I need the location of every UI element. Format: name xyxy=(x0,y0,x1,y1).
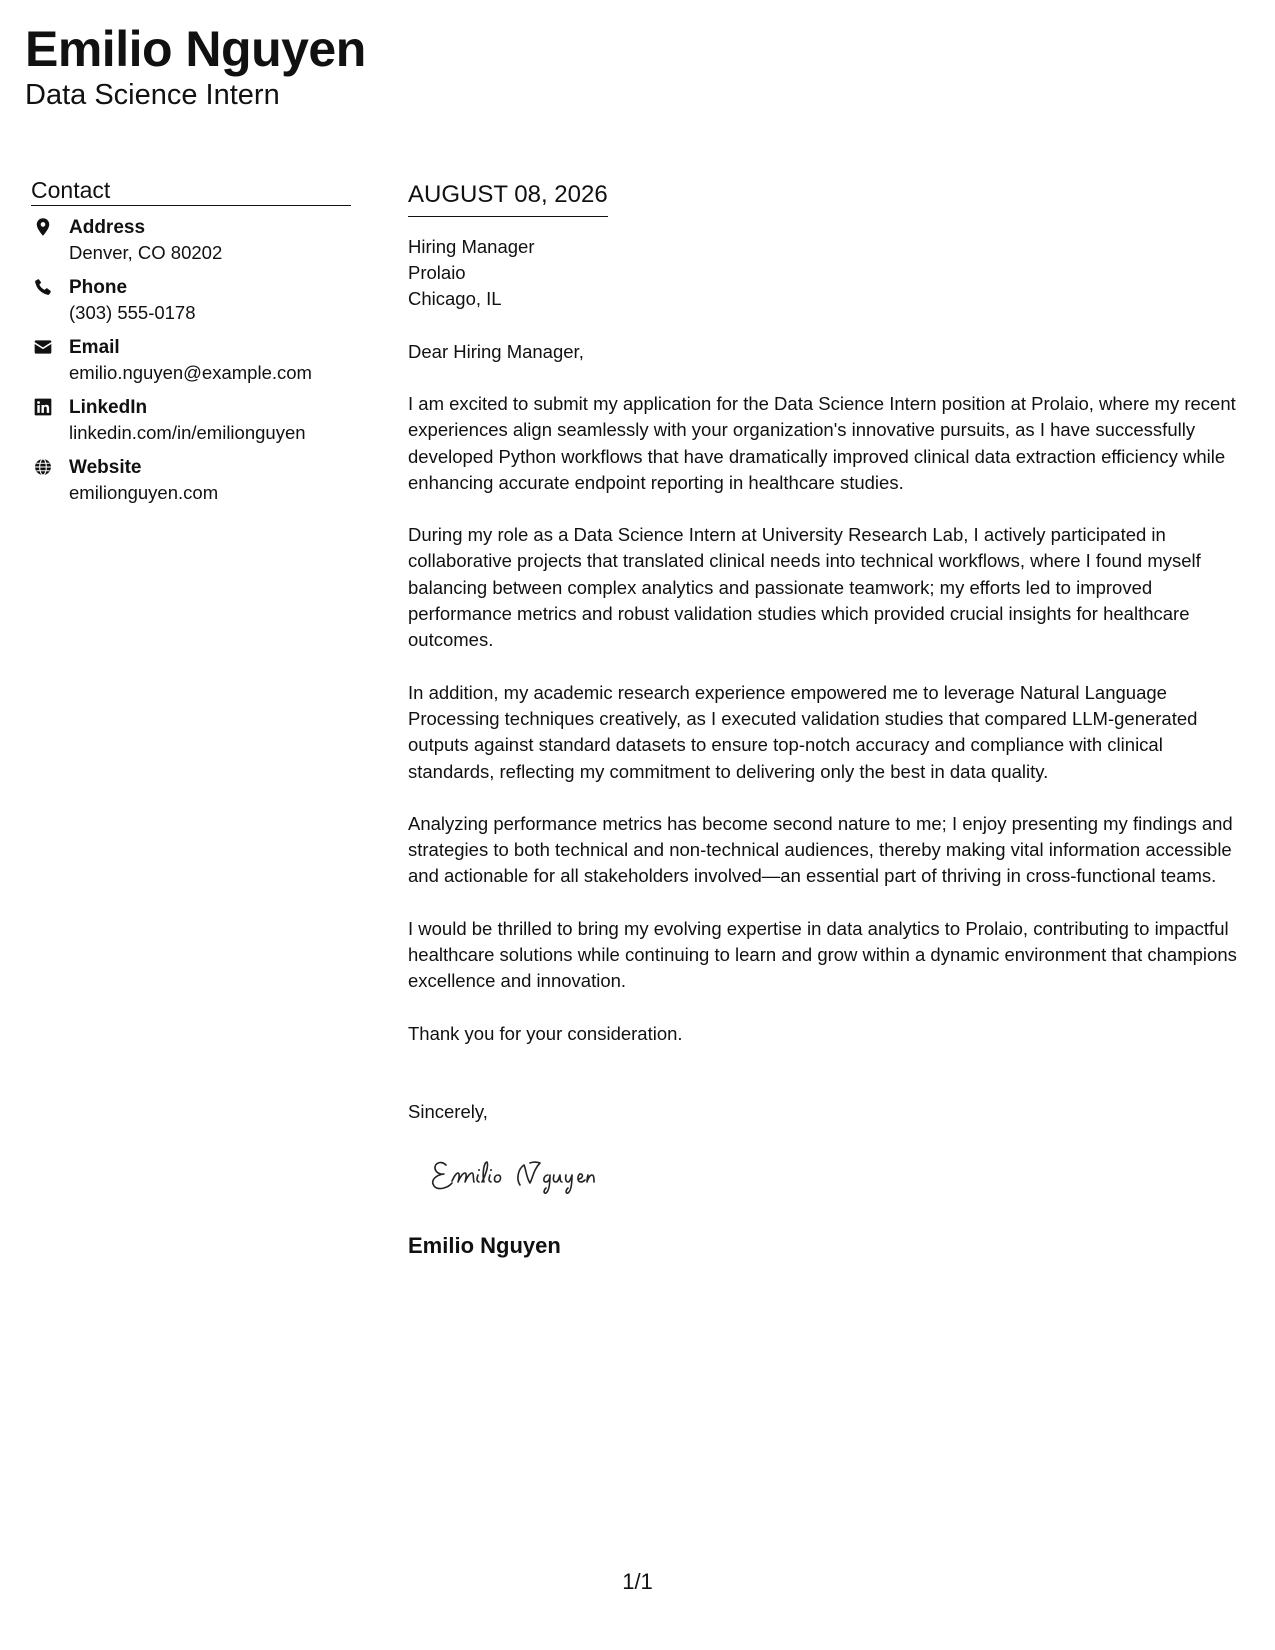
contact-label: LinkedIn xyxy=(69,397,148,418)
letter-body xyxy=(408,180,1253,1260)
paragraph: Thank you for your consideration. xyxy=(408,1022,683,1044)
contact-item-email xyxy=(31,336,351,385)
linkedin-value: linkedin.com/in/emilionguyen xyxy=(69,422,306,443)
contact-heading: Contact xyxy=(31,176,351,206)
phone-value: (303) 555-0178 xyxy=(69,302,196,323)
applicant-title: Data Science Intern xyxy=(25,79,280,111)
contact-sidebar xyxy=(31,176,351,516)
closing: Sincerely, xyxy=(408,1100,488,1122)
header xyxy=(25,20,366,112)
salutation: Dear Hiring Manager, xyxy=(408,341,584,362)
letter-date: AUGUST 08, 2026 xyxy=(408,180,608,217)
globe-icon xyxy=(31,457,55,481)
contact-label: Website xyxy=(69,457,142,478)
recipient-location: Chicago, IL xyxy=(408,288,502,309)
paragraph: I am excited to submit my application for the Data Science Intern position at Prolaio, where my recent experiences align seamlessly with your organization's innovative pursuits, as I have successfully developed Python workflows that have dramatically improved clinical data extraction efficiency while enhancing accurate endpoint reporting in healthcare studies. xyxy=(408,393,1236,493)
address-value: Denver, CO 80202 xyxy=(69,242,223,263)
paragraph: In addition, my academic research experience empowered me to leverage Natural Language Processing techniques creatively, as I executed validation studies that compared LLM-generated outputs against standard datasets to ensure top-notch accuracy and compliance with clinical standards, reflecting my commitment to delivering only the best in data quality. xyxy=(408,681,1198,782)
recipient-block xyxy=(408,234,1253,312)
contact-item-linkedin xyxy=(31,396,351,445)
contact-list xyxy=(31,216,351,505)
paragraph: I would be thrilled to bring my evolving expertise in data analytics to Prolaio, contributing to impactful healthcare solutions while continuing to learn and grow within a dynamic environment that champions excellence and innovation. xyxy=(408,917,1237,992)
recipient-company: Prolaio xyxy=(408,262,466,283)
email-value: emilio.nguyen@example.com xyxy=(69,362,312,383)
envelope-icon xyxy=(31,337,55,361)
contact-item-phone xyxy=(31,276,351,325)
contact-item-website xyxy=(31,456,351,505)
recipient-name: Hiring Manager xyxy=(408,236,535,257)
paragraph: During my role as a Data Science Intern at University Research Lab, I actively participated in collaborative projects that translated clinical needs into technical workflows, where I found myself balancing between complex analytics and passionate teamwork; my efforts led to improved performance metrics and robust validation studies which provided crucial insights for healthcare outcomes. xyxy=(408,524,1201,651)
page-number: 1/1 xyxy=(622,1569,653,1594)
contact-label: Address xyxy=(69,217,146,238)
contact-label: Email xyxy=(69,337,120,358)
map-pin-icon xyxy=(31,217,55,241)
contact-item-address xyxy=(31,216,351,265)
phone-icon xyxy=(31,277,55,301)
paragraph: Analyzing performance metrics has become second nature to me; I enjoy presenting my findings and strategies to both technical and non-technical audiences, thereby making vital information accessible and actionable for all stakeholders involved—an essential part of thriving in cross-functional teams. xyxy=(408,812,1233,887)
linkedin-icon xyxy=(31,397,55,421)
contact-label: Phone xyxy=(69,277,128,298)
signer-name: Emilio Nguyen xyxy=(408,1232,561,1258)
handwritten-signature xyxy=(424,1145,664,1207)
website-value: emilionguyen.com xyxy=(69,482,219,503)
applicant-name: Emilio Nguyen xyxy=(25,21,366,77)
